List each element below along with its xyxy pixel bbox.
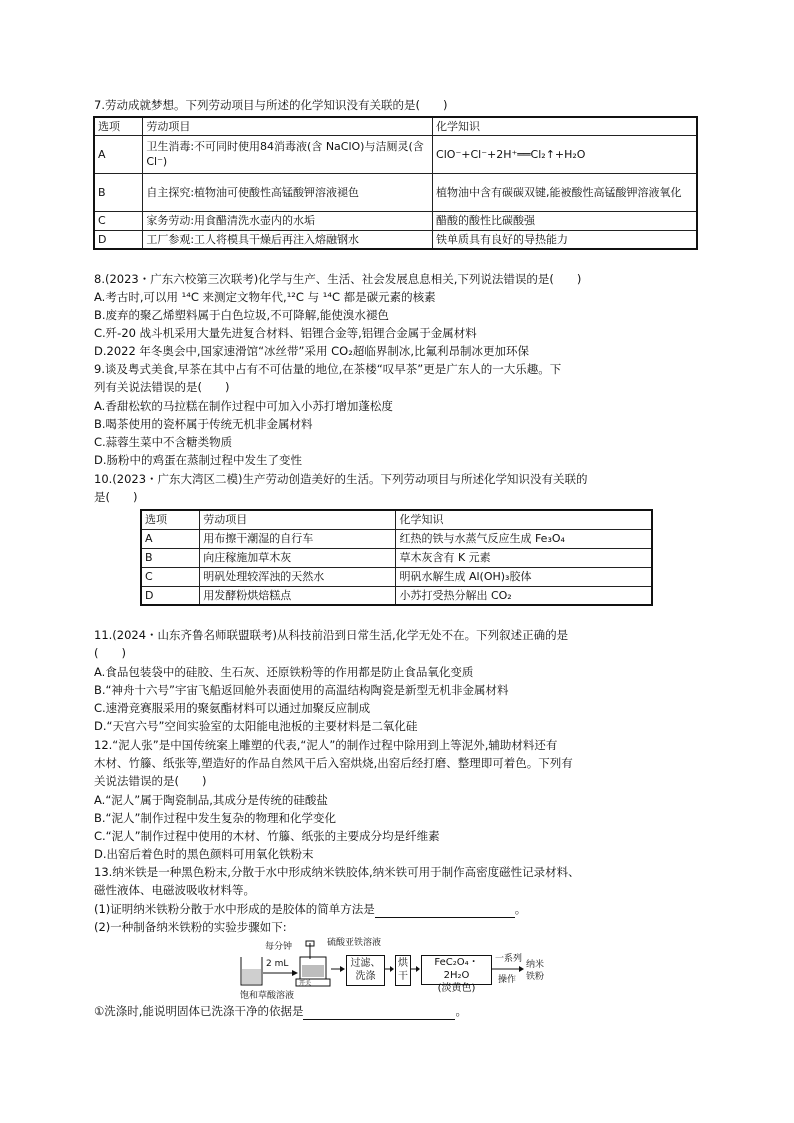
q11-option-b: B.“神舟十六号”宇宙飞船返回舱外表面使用的高温结构陶瓷是新型无机非金属材料 <box>94 683 509 697</box>
q9-stem-line2: 列有关说法错误的是( ) <box>94 380 230 394</box>
switch-label: 开关 <box>299 980 312 987</box>
drip-rate-label: 每分钟 <box>265 942 293 952</box>
q12-option-d: D.出窑后着色时的黑色颜料可用氧化铁粉末 <box>94 847 314 861</box>
final-product: 纳米铁粉 <box>526 960 545 982</box>
q12-stem-line1: 12.“泥人张”是中国传统案上雕塑的代表,“泥人”的制作过程中除用到上等泥外,辅助材料还有 <box>94 738 558 752</box>
q12-option-c: C.“泥人”制作过程中使用的木材、竹籐、纸张的主要成分均是纤维素 <box>94 829 440 843</box>
q9-option-b: B.喝茶使用的瓷杯属于传统无机非金属材料 <box>94 417 313 431</box>
q7-table <box>93 116 698 250</box>
q8-option-c: C.歼-20 战斗机采用大量先进复合材料、铝锂合金等,铝锂合金属于金属材料 <box>94 326 477 340</box>
q9-option-a: A.香甜松软的马拉糕在制作过程中可加入小苏打增加蓬松度 <box>94 399 393 413</box>
operation-label: 操作 <box>498 975 517 985</box>
q13-stem-line1: 13.纳米铁是一种黑色粉末,分散于水中形成纳米铁胶体,纳米铁可用于制作高密度磁性记录材料、 <box>94 865 580 879</box>
q10-row-b-knowledge: 草木灰含有 K 元素 <box>396 548 652 567</box>
q7-row-d-knowledge: 铁单质具有良好的导热能力 <box>433 230 697 249</box>
product-formula: FeC₂O₄・2H₂O <box>434 957 479 981</box>
q7-row-b-option: B <box>94 173 143 211</box>
q10-stem-line2: 是( ) <box>94 490 138 504</box>
step-dry: 烘干 <box>395 955 411 986</box>
q7-header-option: 选项 <box>94 117 143 135</box>
series-label: 一系列 <box>495 954 523 964</box>
q10-row-c-project: 明矾处理较浑浊的天然水 <box>200 567 396 586</box>
q7-row-a-project: 卫生消毒:不可同时使用84消毒液(含 NaClO)与洁厕灵(含 Cl⁻) <box>143 135 433 173</box>
q8-option-b: B.废弃的聚乙烯塑料属于白色垃圾,不可降解,能使溴水褪色 <box>94 308 389 322</box>
q11-option-a: A.食品包装袋中的硅胶、生石灰、还原铁粉等的作用都是防止食品氧化变质 <box>94 665 474 679</box>
q10-row-a-knowledge: 红热的铁与水蒸气反应生成 Fe₃O₄ <box>396 529 652 548</box>
q7-row-c-project: 家务劳动:用食醋清洗水壶内的水垢 <box>143 211 433 230</box>
q9-option-d: D.肠粉中的鸡蛋在蒸制过程中发生了变性 <box>94 453 303 467</box>
q10-row-b-option: B <box>141 548 200 567</box>
q8-stem: 8.(2023・广东六校第三次联考)化学与生产、生活、社会发展息息相关,下列说法错误的是( ) <box>94 272 582 286</box>
q10-stem-line1: 10.(2023・广东大湾区二模)生产劳动创造美好的生活。下列劳动项目与所述化学知识没有关联的 <box>94 472 588 486</box>
q10-row-c-option: C <box>141 567 200 586</box>
q10-header-option: 选项 <box>141 510 200 529</box>
q7-header-project: 劳动项目 <box>143 117 433 135</box>
q7-row-c-option: C <box>94 211 143 230</box>
q13-part2: (2)一种制备纳米铁粉的实验步骤如下: <box>94 920 287 934</box>
q10-table <box>140 509 653 606</box>
q10-row-b-project: 向庄稼施加草木灰 <box>200 548 396 567</box>
q7-row-c-knowledge: 醋酸的酸性比碳酸强 <box>433 211 697 230</box>
q13-stem-line2: 磁性液体、电磁波吸收材料等。 <box>94 883 255 897</box>
q13-circle1-end: 。 <box>455 1004 467 1018</box>
q7-row-b-knowledge: 植物油中含有碳碳双键,能被酸性高锰酸钾溶液氧化 <box>433 173 697 211</box>
q11-option-c: C.速滑竞赛服采用的聚氨酯材料可以通过加聚反应制成 <box>94 701 371 715</box>
q12-stem-line3: 关说法错误的是( ) <box>94 774 207 788</box>
q10-row-a-option: A <box>141 529 200 548</box>
q10-row-c-knowledge: 明矾水解生成 Al(OH)₃胶体 <box>396 567 652 586</box>
q13-part1-text: (1)证明纳米铁粉分散于水中形成的是胶体的简单方法是 <box>94 902 375 916</box>
q11-stem-line1: 11.(2024・山东齐鲁名师联盟联考)从科技前沿到日常生活,化学无处不在。下列叙述正确的是 <box>94 628 569 642</box>
q9-stem-line1: 9.谈及粤式美食,早茶在其中占有不可估量的地位,在茶楼“叹早茶”更是广东人的一大乐趣。下 <box>94 362 562 376</box>
q13-circle1-answer-blank[interactable] <box>303 1006 455 1020</box>
q7-row-d-project: 工厂参观:工人将模具干燥后再注入熔融钢水 <box>143 230 433 249</box>
q7-stem: 7.劳动成就梦想。下列劳动项目与所述的化学知识没有关联的是( ) <box>94 98 448 112</box>
q8-option-d: D.2022 年冬奥会中,国家速滑馆“冰丝带”采用 CO₂超临界制冰,比氟利昂制冰更加环保 <box>94 344 530 358</box>
ferrous-sulfate-label: 硫酸亚铁溶液 <box>327 938 382 948</box>
q13-question-circle1 <box>94 1003 467 1020</box>
drip-volume-label: 2 mL <box>266 959 289 969</box>
q12-stem-line2: 木材、竹籐、纸张等,塑造好的作品自然风干后入窑烘烧,出窑后经打磨、整理即可着色。下列有 <box>94 756 573 770</box>
q10-row-d-option: D <box>141 586 200 605</box>
q10-row-a-project: 用布擦干潮湿的自行车 <box>200 529 396 548</box>
q13-apparatus-diagram <box>236 937 546 1002</box>
q11-stem-line2: ( ) <box>94 646 126 660</box>
q7-row-d-option: D <box>94 230 143 249</box>
step-filter-wash: 过滤、洗涤 <box>346 955 385 986</box>
q13-part1-answer-blank[interactable] <box>375 904 515 918</box>
q9-option-c: C.蒜蓉生菜中不含糖类物质 <box>94 435 233 449</box>
q12-option-a: A.“泥人”属于陶瓷制品,其成分是传统的硅酸盐 <box>94 793 328 807</box>
q10-row-d-project: 用发酵粉烘焙糕点 <box>200 586 396 605</box>
q10-header-project: 劳动项目 <box>200 510 396 529</box>
q11-option-d: D.“天宫六号”空间实验室的太阳能电池板的主要材料是二氧化硅 <box>94 719 418 733</box>
q12-option-b: B.“泥人”制作过程中发生复杂的物理和化学变化 <box>94 811 336 825</box>
q13-circle1-text: ①洗涤时,能说明固体已洗涤干净的依据是 <box>94 1004 304 1018</box>
q7-row-a-knowledge: ClO⁻+Cl⁻+2H⁺══Cl₂↑+H₂O <box>433 135 697 173</box>
q7-row-a-option: A <box>94 135 143 173</box>
q10-row-d-knowledge: 小苏打受热分解出 CO₂ <box>396 586 652 605</box>
product-box <box>421 955 492 994</box>
oxalic-acid-label: 饱和草酸溶液 <box>240 991 295 1001</box>
q13-part1-end: 。 <box>514 902 527 916</box>
q7-header-knowledge: 化学知识 <box>433 117 697 135</box>
product-color: (淡黄色) <box>437 983 476 994</box>
q8-option-a: A.考古时,可以用 ¹⁴C 来测定文物年代,¹²C 与 ¹⁴C 都是碳元素的核素 <box>94 290 436 304</box>
q13-part1 <box>94 901 526 918</box>
q7-row-b-project: 自主探究:植物油可使酸性高锰酸钾溶液褪色 <box>143 173 433 211</box>
q10-header-knowledge: 化学知识 <box>396 510 652 529</box>
